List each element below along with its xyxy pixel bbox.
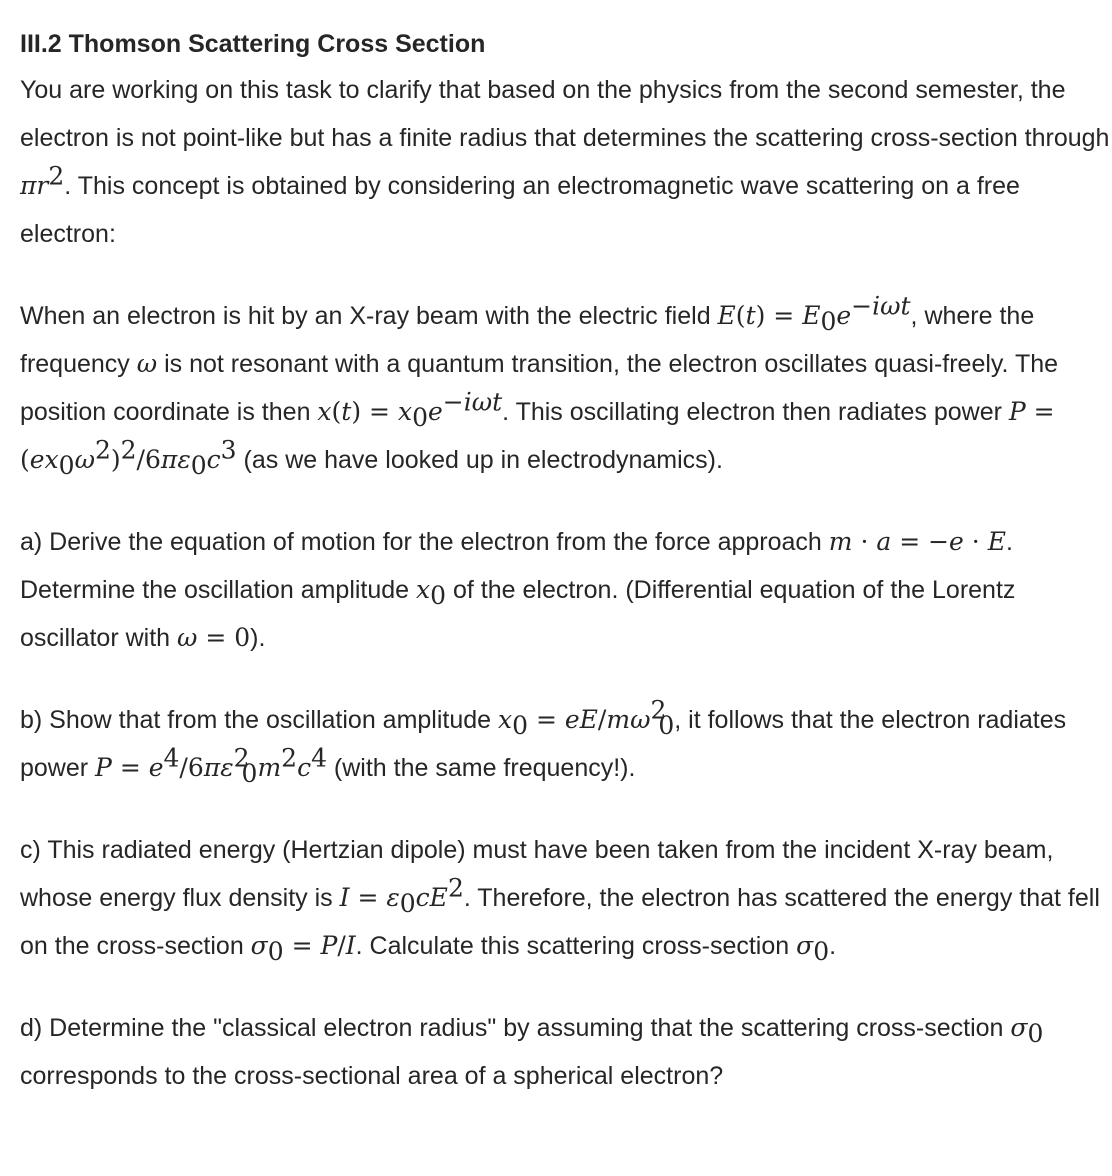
question-b: b) Show that from the oscillation amplitude $x_0 = eE/m\omega^2_0$, it follows that the electron radiates power $P = e^4/6\pi\varepsilon^2_0m^2c^4$ (with the same frequency!).	[20, 695, 1067, 788]
question-a: a) Derive the equation of motion for the electron from the force approach m · a = −e · E. Determine the oscillation amplitude $x_0$ of the electron. (Differential equation of the Lorentz oscillator with ω = 0).	[20, 527, 1016, 652]
question-d: d) Determine the "classical electron radius" by assuming that the scattering cross-section $\sigma_0$ corresponds to the cross-sectional area of a spherical electron?	[20, 1013, 1044, 1090]
intro-paragraph: You are working on this task to clarify that based on the physics from the second semester, the electron is not point-like but has a finite radius that determines the scattering cross-section through $\pi r^2$. This concept is obtained by considering an electromagnetic wave scattering on a free electron:	[20, 76, 1110, 248]
document	[20, 22, 1112, 1134]
context-paragraph: When an electron is hit by an X-ray beam with the electric field $E(t) = E_0e^{-i\omega t}$, where the frequency ω is not resonant with a quantum transition, the electron oscillates quasi-freely. The position coordinate is then $x(t) = x_0e^{-i\omega t}$. This oscillating electron then radiates power $P = (ex_0\omega^2)^2/6\pi\varepsilon_0c^3$ (as we have looked up in electrodynamics).	[20, 291, 1059, 480]
page-title: III.2 Thomson Scattering Cross Section	[20, 30, 486, 58]
question-c: c) This radiated energy (Hertzian dipole) must have been taken from the incident X-ray beam, whose energy flux density is $I = \varepsilon_0cE^2$. Therefore, the electron has scattered the energy that fell on the cross-section $\sigma_0 = P/I$. Calculate this scattering cross-section $\sigma_0$.	[20, 836, 1100, 966]
